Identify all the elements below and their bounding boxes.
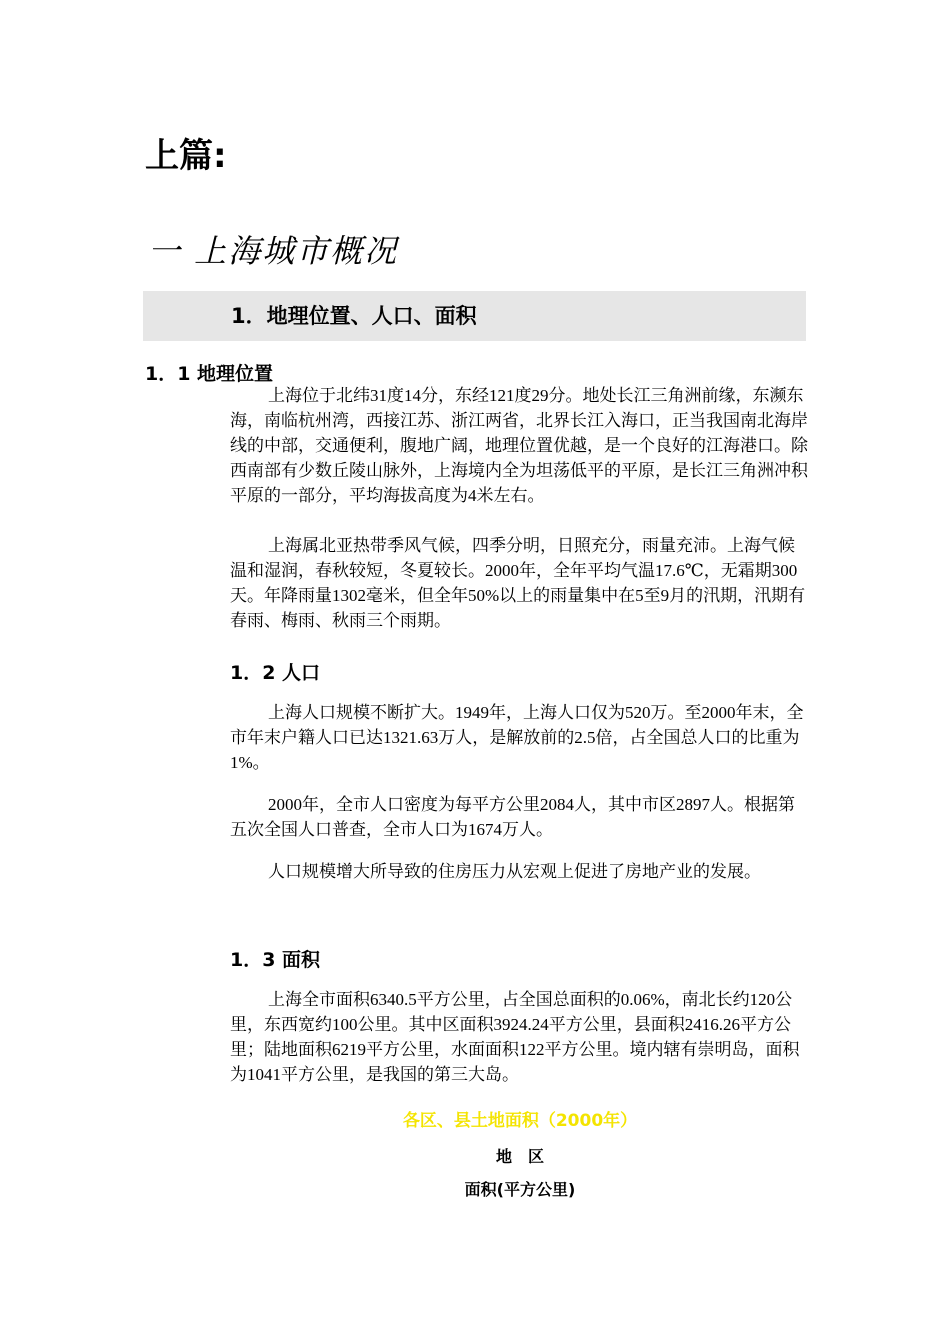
table-header-area: 面积(平方公里): [464, 1180, 576, 1199]
subsection-title-geo: 1．1 地理位置: [145, 363, 274, 385]
table-header-region: 地 区: [495, 1147, 544, 1166]
part-title: 上篇:: [145, 136, 227, 176]
paragraph-population-growth: 上海人口规模不断扩大。1949年，上海人口仅为520万。至2000年末，全市年末户籍人口已达1321.63万人，是解放前的2.5倍，占全国总人口的比重为1%。: [230, 703, 804, 772]
table-caption: 各区、县土地面积（2000年）: [402, 1111, 638, 1131]
section-banner: [143, 291, 806, 341]
subsection-title-area: 1．3 面积: [230, 949, 321, 971]
paragraph-geo-location: 上海位于北纬31度14分，东经121度29分。地处长江三角洲前缘，东濒东海，南临杭州湾，西接江苏、浙江两省，北界长江入海口，正当我国南北海岸线的中部，交通便利，腹地广阔，地理位置优越，是一个良好的江海港口。除西南部有少数丘陵山脉外，上海境内全为坦荡低平的平原，是长江三角洲冲积平原的一部分，平均海拔高度为4米左右。: [230, 386, 808, 505]
chapter-title: 一 上海城市概况: [148, 232, 399, 270]
section-title: 1．地理位置、人口、面积: [231, 304, 477, 328]
paragraph-population-housing: 人口规模增大所导致的住房压力从宏观上促进了房地产业的发展。: [268, 862, 761, 881]
paragraph-area: 上海全市面积6340.5平方公里，占全国总面积的0.06%，南北长约120公里，东西宽约100公里。其中区面积3924.24平方公里，县面积2416.26平方公里；陆地面积6219平方公里，水面面积122平方公里。境内辖有崇明岛，面积为1041平方公里，是我国的第三大岛。: [230, 990, 800, 1084]
paragraph-population-density: 2000年，全市人口密度为每平方公里2084人，其中市区2897人。根据第五次全国人口普查，全市人口为1674万人。: [230, 795, 795, 839]
subsection-title-population: 1．2 人口: [230, 662, 321, 684]
paragraph-geo-climate: 上海属北亚热带季风气候，四季分明，日照充分，雨量充沛。上海气候温和湿润，春秋较短，冬夏较长。2000年，全年平均气温17.6℃，无霜期300天。年降雨量1302毫米，但全年50%以上的雨量集中在5至9月的汛期，汛期有春雨、梅雨、秋雨三个雨期。: [230, 536, 806, 630]
